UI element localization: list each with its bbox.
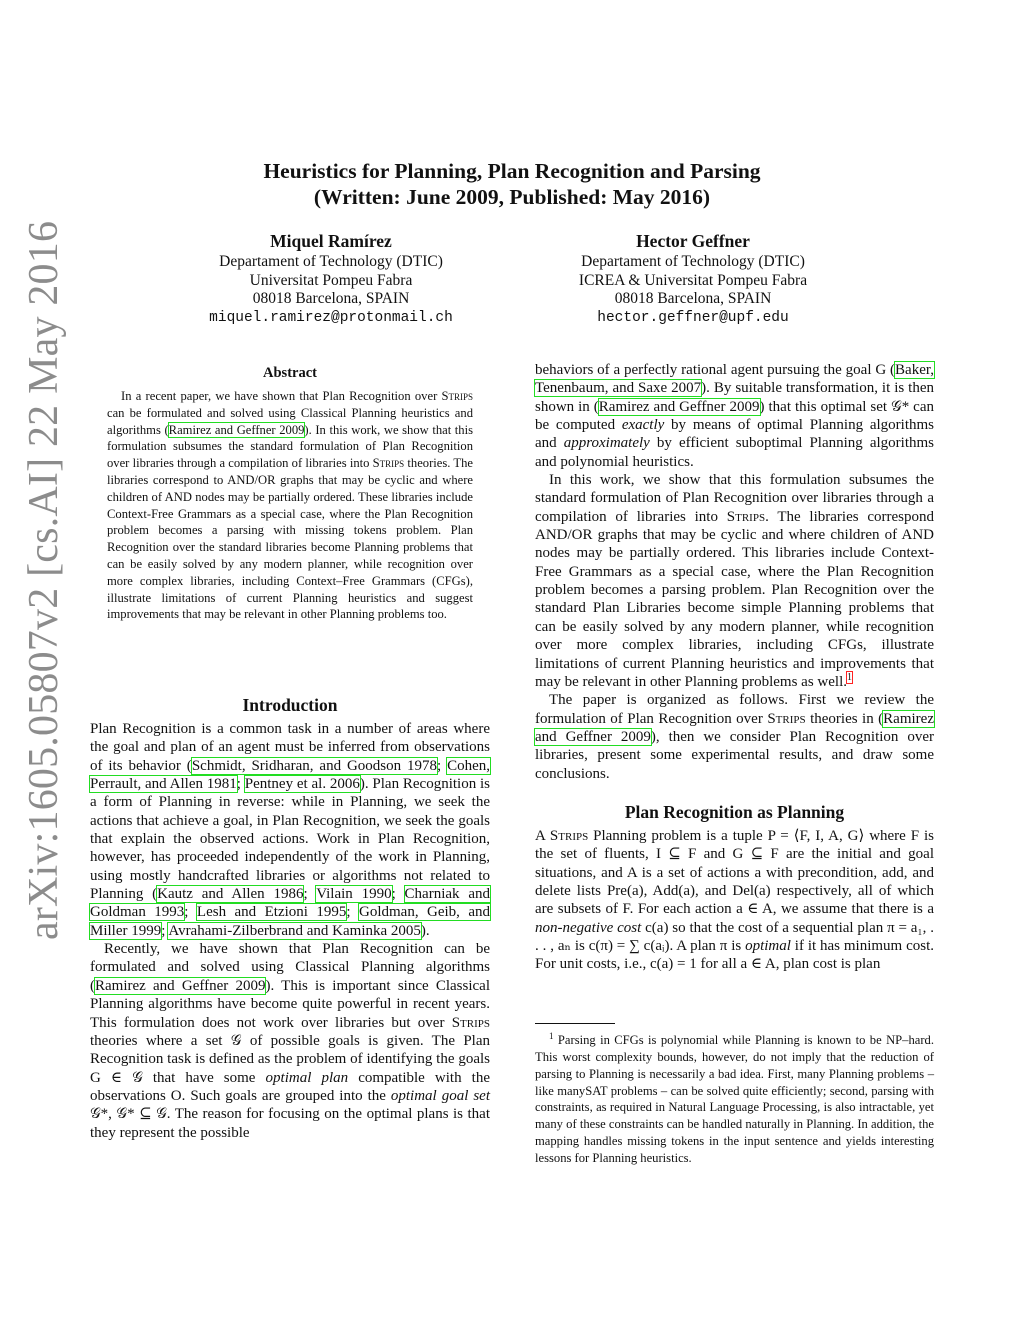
paper-title [100, 158, 924, 210]
text-run: if it has minimum cost. For unit costs, i.e., c(a) = 1 for all a ∈ A, plan cost is plan [535, 937, 934, 973]
strips-term: Strips [451, 1014, 490, 1031]
author-name: Hector Geffner [636, 231, 750, 251]
emphasis: non-negative cost [535, 919, 642, 936]
abstract-text [107, 388, 473, 623]
text-run: theories where a set 𝒢 of possible goals is given. The Plan Recognition task is defined as the problem of identifying the goals G ∈ 𝒢 that have some [90, 1032, 490, 1086]
body-paragraph [535, 471, 934, 691]
author-block-2 [503, 231, 883, 327]
citation-link[interactable]: Ramirez and Geffner 2009 [168, 422, 305, 437]
text-run: The paper is organized as follows. First we review the formulation of Plan Recognition over [535, 692, 934, 727]
strips-term: Strips [767, 710, 806, 727]
text-run: ), then we consider Plan Recognition over libraries, present some experimental results, and draw some conclusions. [535, 728, 934, 782]
title-line-2: (Written: June 2009, Published: May 2016) [313, 185, 711, 209]
emphasis: optimal [745, 937, 791, 954]
author-affiliation: 08018 Barcelona, SPAIN [614, 290, 772, 307]
footnote-marker-link[interactable]: 1 [847, 671, 853, 683]
text-run: Planning problem is a tuple P = ⟨F, I, A, G⟩ where F is the set of fluents, I ⊆ F and G ⊆ F are the initial and goal situations, and A is a set of actions a with precondition, add, and delete lists Pre(a), Add(a), and Del(a) respectively, all of which are subsets of F. For each action a ∈ A, we assume that there is a [535, 827, 934, 918]
abstract-heading: Abstract [263, 365, 317, 381]
citation-link[interactable]: Cohen, Perrault, and Allen 1981 [90, 757, 490, 793]
strips-term: Strips [441, 389, 473, 403]
citation-link[interactable]: Schmidt, Sridharan, and Goodson 1978 [191, 757, 438, 774]
text-run: Recently, we have shown that Plan Recognition can be formulated and solved using Classical Planning algorithms ( [90, 941, 490, 994]
body-paragraph [535, 361, 934, 471]
author-affiliation: Departament of Technology (DTIC) [581, 253, 805, 270]
text-run: In a recent paper, we have shown that Plan Recognition over [121, 389, 442, 403]
author-email[interactable]: hector.geffner@upf.edu [597, 309, 789, 326]
footnote-text [535, 1028, 934, 1167]
left-column [90, 694, 490, 1142]
text-run: Plan Recognition is a common task in a number of areas where the goal and plan of an agent must be inferred from observations of its behavior ( [90, 721, 490, 774]
text-run: by means of optimal Planning algorithms and [535, 417, 934, 452]
citation-link[interactable]: Baker, Tenenbaum, and Saxe 2007 [535, 362, 934, 397]
footnote [535, 1023, 934, 1167]
text-run: theories. The libraries correspond to AND/OR graphs that may be cyclic and where children of AND nodes may be partially ordered. These libraries include Context-Free Grammars as a special case, where the Plan Recognition problem becomes a parsing with missing tokens problem. Plan Recognition over the standard libraries become Planning problems that can be easily solved by any modern planner, while recognition over more complex libraries, including Context–Free Grammars (CFGs), illustrate limitations of current Planning heuristics and suggest improvements that may be relevant in other Planning problems too. [107, 456, 473, 622]
author-affiliation: Departament of Technology (DTIC) [219, 253, 443, 270]
intro-paragraph-2 [90, 940, 490, 1142]
body-paragraph [535, 691, 934, 783]
citation-link[interactable]: Ramirez and Geffner 2009 [535, 710, 934, 745]
intro-paragraph-1: Plan Recognition is a common task in a number of areas where the goal and plan of an agent must be inferred from observations of its behavior (Schmidt, Sridharan, and Goodson 1978; Cohen, Perrault, and Allen 1981; Pentney et al. 2006). Plan Recognition is a form of Planning in reverse: while in Planning, we seek the actions that achieve a goal, in Plan Recognition, we seek the goals that explain the observed actions. Work in Plan Recognition, however, has proceeded independently of the work in Planning, using mostly handcrafted libraries or algorithms not related to Planning (Kautz and Allen 1986; Vilain 1990; Charniak and Goldman 1993; Lesh and Etzioni 1995; Goldman, Geib, and Miller 1999; Avrahami-Zilberbrand and Kaminka 2005). [90, 721, 491, 939]
text-run: ). This is important since Classical Planning algorithms have become quite powerful in recent years. This formulation does not work over libraries but over [90, 977, 491, 1031]
footnote-number: 1 [549, 1031, 554, 1041]
text-run: In this work, we show that this formulation subsumes the standard formulation of Plan Recognition over libraries through a compilation of libraries into [535, 472, 934, 525]
emphasis: optimal goal set [390, 1087, 490, 1104]
text-run: theories in ( [805, 710, 884, 727]
section-heading-introduction: Introduction [242, 695, 338, 715]
arxiv-identifier: arXiv:1605.05807v2 [cs.AI] 22 May 2016 [21, 220, 67, 940]
text-run: ). [420, 922, 430, 939]
strips-term: Strips [549, 827, 589, 844]
citation-link[interactable]: Ramirez and Geffner 2009 [598, 398, 760, 415]
text-run: by efficient suboptimal Planning algorithms and polynomial heuristics. [535, 435, 934, 470]
title-line-1: Heuristics for Planning, Plan Recognition and Parsing [263, 159, 761, 183]
citation-link[interactable]: Avrahami-Zilberbrand and Kaminka 2005 [168, 922, 421, 939]
citation-link[interactable]: Charniak and Goldman 1993 [90, 886, 490, 921]
citation-link[interactable]: Pentney et al. 2006 [244, 776, 360, 793]
text-run: ). By suitable transformation, it is then shown in ( [535, 380, 934, 415]
text-run: A [535, 827, 550, 844]
text-run: can be formulated and solved using Classical Planning heuristics and algorithms ( [107, 405, 473, 437]
text-run: ). In this work, we show that this formulation subsumes the standard formulation of Plan Recognition over libraries through a compilation of libraries into [107, 422, 474, 471]
text-run: c(a) so that the cost of a sequential plan π = a₁, . . . , aₙ is c(π) = ∑ c(aᵢ). A plan π is [535, 919, 934, 954]
author-affiliation: ICREA & Universitat Pompeu Fabra [578, 271, 808, 289]
citation-link[interactable]: Ramirez and Geffner 2009 [95, 977, 266, 994]
author-email[interactable]: miquel.ramirez@protonmail.ch [209, 309, 453, 326]
footnote-rule [535, 1023, 615, 1024]
strips-term: Strips [372, 456, 405, 471]
author-name: Miquel Ramírez [270, 231, 392, 251]
citation-link[interactable]: Lesh and Etzioni 1995 [196, 904, 347, 921]
emphasis: exactly [621, 417, 665, 434]
author-affiliation: Universitat Pompeu Fabra [249, 271, 413, 289]
text-run: 𝒢*, 𝒢* ⊆ 𝒢. The reason for focusing on the optimal plans is that they represent the possible [90, 1106, 490, 1141]
abstract [107, 364, 473, 623]
text-run: ) that this optimal set 𝒢* can be computed [535, 398, 934, 434]
right-column [535, 361, 934, 974]
text-run: ). Plan Recognition is a form of Planning in reverse: while in Planning, we seek the actions that achieve a goal, in Plan Recognition, we seek the goals that explain the observed actions. Work in Plan Recognition, however, has proceeded independently of the work in Planning, using mostly handcrafted libraries or algorithms not related to Planning ( [90, 776, 491, 903]
text-run: Parsing in CFGs is polynomial while Planning is known to be NP–hard. This worst complexity bounds, however, do not imply that the reduction of parsing to Planning is necessarily a bad idea. First, many Planning problems – like manySAT problems – can be solved quite efficiently; second, parsing with constraints, as required in Natural Language Processing, is also intractable, yet many of these constraints can be handled naturally in Planning. In addition, the mapping handles missing tokens in the input sentence and yields interesting lessons for Planning heuristics. [535, 1033, 935, 1165]
citation-link[interactable]: Vilain 1990 [316, 886, 392, 903]
section-heading-plan-recognition: Plan Recognition as Planning [624, 801, 845, 822]
text-run: compatible with the observations O. Such goals are grouped into the [90, 1069, 490, 1104]
text-run: behaviors of a perfectly rational agent pursuing the goal G ( [535, 362, 896, 378]
author-affiliation: 08018 Barcelona, SPAIN [252, 290, 410, 307]
strips-term: Strips [726, 508, 766, 525]
citation-link[interactable]: Kautz and Allen 1986 [157, 886, 304, 903]
emphasis: optimal plan [265, 1069, 349, 1086]
text-run: . The libraries correspond AND/OR graphs that may be cyclic and where children of AND nodes may be partially ordered. This libraries include Context-Free Grammars as a special case, where the Plan Recognition problem becomes a parsing problem. Plan Recognition over the standard Plan Libraries become simple Planning problems that can be easily solved by any modern planner, while recognition over more complex libraries, including CFGs, illustrate limitations of current Planning heuristics and improvements that may be relevant in other Planning problems as well. [535, 508, 934, 690]
emphasis: approximately [563, 435, 650, 452]
author-block-1 [141, 231, 521, 327]
body-paragraph [535, 827, 934, 974]
citation-link[interactable]: Goldman, Geib, and Miller 1999 [90, 904, 491, 939]
